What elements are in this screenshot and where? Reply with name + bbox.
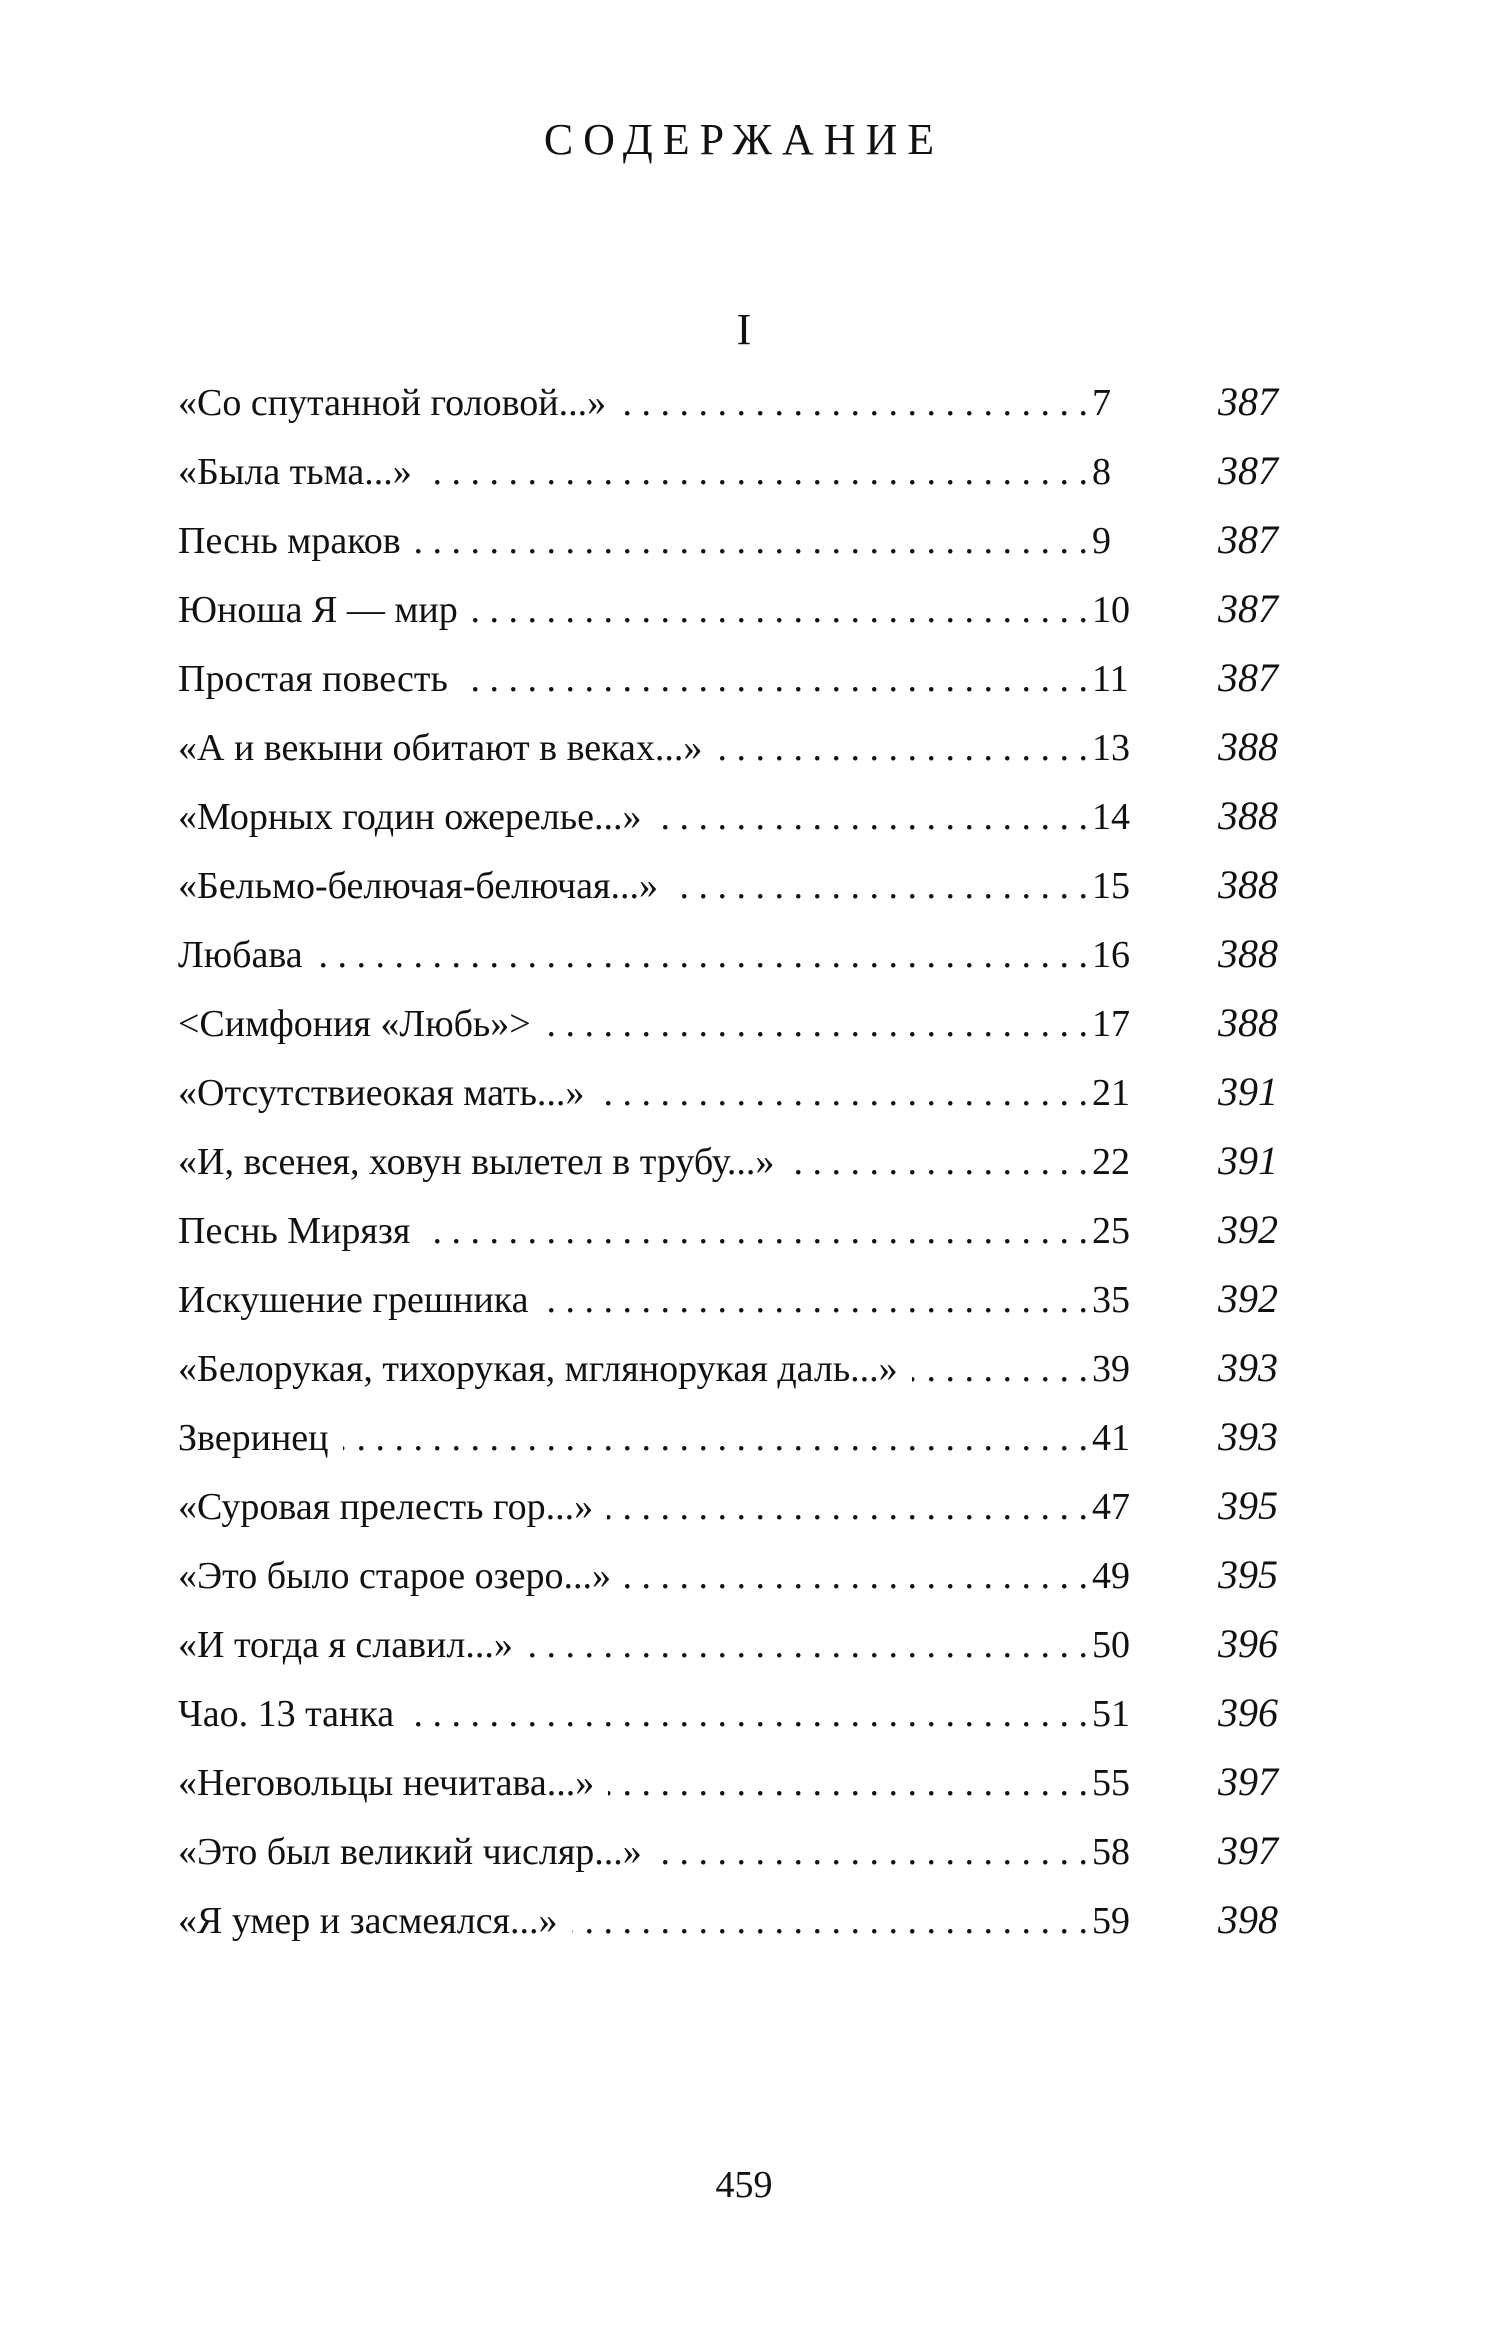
toc-entry-title: Любава [178, 934, 303, 976]
toc-entry-note-page: 392 [1218, 1276, 1278, 1321]
toc-entry-page: 8 [1092, 451, 1111, 493]
toc-entry[interactable] [178, 993, 1278, 1062]
dot-leader [672, 856, 1088, 916]
dot-leader [655, 787, 1088, 847]
toc-entry-page: 41 [1092, 1417, 1130, 1459]
toc-entry-note-page: 387 [1218, 655, 1278, 700]
toc-entry-page: 55 [1092, 1762, 1130, 1804]
toc-entry-page: 35 [1092, 1279, 1130, 1321]
toc-entry-title: «Бельмо-белючая-белючая...» [178, 865, 658, 907]
dot-leader [527, 1615, 1088, 1675]
toc-entry[interactable] [178, 1752, 1278, 1821]
dot-leader [912, 1339, 1088, 1399]
dot-leader [608, 1753, 1088, 1813]
dot-leader [472, 580, 1088, 640]
toc-entry-note-page: 398 [1218, 1897, 1278, 1942]
dot-leader [572, 1891, 1088, 1951]
toc-entry[interactable] [178, 510, 1278, 579]
toc-entry[interactable] [178, 1545, 1278, 1614]
table-of-contents [178, 372, 1278, 1959]
toc-entry[interactable] [178, 1683, 1278, 1752]
toc-entry[interactable] [178, 372, 1278, 441]
toc-entry[interactable] [178, 1890, 1278, 1959]
toc-entry-title: «Отсутствиеокая мать...» [178, 1072, 585, 1114]
toc-entry-title: «Неговольцы нечитава...» [178, 1762, 595, 1804]
dot-leader [317, 925, 1088, 985]
toc-entry-page: 25 [1092, 1210, 1130, 1252]
toc-entry-page: 14 [1092, 796, 1130, 838]
page-title: СОДЕРЖАНИЕ [543, 115, 945, 164]
toc-entry-note-page: 388 [1218, 862, 1278, 907]
dot-leader [424, 1201, 1088, 1261]
toc-entry-page: 7 [1092, 382, 1111, 424]
toc-entry-note-page: 397 [1218, 1828, 1278, 1873]
toc-entry[interactable] [178, 1407, 1278, 1476]
toc-entry-note-page: 387 [1218, 517, 1278, 562]
toc-entry-title: «Я умер и засмеялся...» [178, 1900, 558, 1942]
dot-leader [545, 994, 1088, 1054]
toc-entry-title: Чао. 13 танка [178, 1693, 395, 1735]
dot-leader [625, 1546, 1088, 1606]
toc-entry-title: «Это был великий числяр...» [178, 1831, 642, 1873]
toc-entry-note-page: 392 [1218, 1207, 1278, 1252]
toc-entry-page: 10 [1092, 589, 1130, 631]
toc-entry-title: «Белорукая, тихорукая, мглянорукая даль...» [178, 1348, 898, 1390]
toc-entry[interactable] [178, 924, 1278, 993]
toc-entry-title: Искушение грешника [178, 1279, 529, 1321]
toc-entry-page: 58 [1092, 1831, 1130, 1873]
toc-entry[interactable] [178, 717, 1278, 786]
toc-entry[interactable] [178, 441, 1278, 510]
page-number: 459 [715, 2164, 773, 2206]
toc-entry-note-page: 387 [1218, 586, 1278, 631]
toc-entry-title: Юноша Я — мир [178, 589, 458, 631]
toc-entry-title: «Это было старое озеро...» [178, 1555, 612, 1597]
dot-leader [607, 1477, 1088, 1537]
dot-leader [620, 373, 1088, 433]
toc-entry-title: «Была тьма...» [178, 451, 412, 493]
toc-entry-note-page: 388 [1218, 931, 1278, 976]
toc-entry[interactable] [178, 1131, 1278, 1200]
toc-entry-page: 11 [1092, 658, 1129, 700]
toc-entry[interactable] [178, 786, 1278, 855]
toc-entry-note-page: 393 [1218, 1345, 1278, 1390]
toc-entry-note-page: 395 [1218, 1552, 1278, 1597]
dot-leader [408, 1684, 1088, 1744]
toc-entry-page: 21 [1092, 1072, 1130, 1114]
toc-entry-note-page: 395 [1218, 1483, 1278, 1528]
toc-entry-note-page: 391 [1218, 1069, 1278, 1114]
toc-entry-page: 22 [1092, 1141, 1130, 1183]
toc-entry-page: 13 [1092, 727, 1130, 769]
toc-entry-page: 15 [1092, 865, 1130, 907]
dot-leader [788, 1132, 1088, 1192]
toc-entry-title: «Суровая прелесть гор...» [178, 1486, 594, 1528]
toc-entry-page: 39 [1092, 1348, 1130, 1390]
toc-entry-page: 9 [1092, 520, 1111, 562]
toc-entry[interactable] [178, 648, 1278, 717]
toc-entry[interactable] [178, 1614, 1278, 1683]
toc-entry-title: «Со спутанной головой...» [178, 382, 607, 424]
toc-entry-note-page: 396 [1218, 1621, 1278, 1666]
dot-leader [343, 1408, 1089, 1468]
toc-entry-page: 16 [1092, 934, 1130, 976]
toc-entry-title: «Морных годин ожерелье...» [178, 796, 642, 838]
toc-entry-title: «А и векыни обитают в веках...» [178, 727, 703, 769]
toc-entry[interactable] [178, 1269, 1278, 1338]
toc-entry[interactable] [178, 579, 1278, 648]
toc-entry-page: 17 [1092, 1003, 1130, 1045]
toc-entry[interactable] [178, 1338, 1278, 1407]
toc-entry-page: 47 [1092, 1486, 1130, 1528]
dot-leader [415, 511, 1088, 571]
toc-entry[interactable] [178, 1062, 1278, 1131]
toc-entry-note-page: 388 [1218, 1000, 1278, 1045]
toc-entry-note-page: 393 [1218, 1414, 1278, 1459]
toc-entry-page: 49 [1092, 1555, 1130, 1597]
toc-entry-page: 51 [1092, 1693, 1130, 1735]
toc-entry-title: Песнь Мирязя [178, 1210, 411, 1252]
toc-entry-note-page: 387 [1218, 448, 1278, 493]
dot-leader [656, 1822, 1088, 1882]
toc-entry-page: 50 [1092, 1624, 1130, 1666]
toc-entry-note-page: 391 [1218, 1138, 1278, 1183]
toc-entry[interactable] [178, 1476, 1278, 1545]
toc-entry-note-page: 388 [1218, 793, 1278, 838]
toc-entry-title: «И тогда я славил...» [178, 1624, 513, 1666]
toc-entry-note-page: 388 [1218, 724, 1278, 769]
toc-entry-title: Простая повесть [178, 658, 448, 700]
dot-leader [716, 718, 1088, 778]
toc-entry-page: 59 [1092, 1900, 1130, 1942]
dot-leader [543, 1270, 1088, 1330]
dot-leader [598, 1063, 1088, 1123]
toc-entry-title: <Симфония «Любь»> [178, 1003, 531, 1045]
section-heading: I [736, 305, 752, 354]
dot-leader [426, 442, 1088, 502]
toc-entry-note-page: 397 [1218, 1759, 1278, 1804]
toc-entry-title: Зверинец [178, 1417, 329, 1459]
toc-entry-note-page: 396 [1218, 1690, 1278, 1735]
toc-entry[interactable] [178, 1200, 1278, 1269]
toc-entry[interactable] [178, 1821, 1278, 1890]
toc-entry[interactable] [178, 855, 1278, 924]
toc-entry-title: «И, всенея, ховун вылетел в трубу...» [178, 1141, 775, 1183]
toc-entry-note-page: 387 [1218, 379, 1278, 424]
toc-entry-title: Песнь мраков [178, 520, 401, 562]
dot-leader [462, 649, 1088, 709]
